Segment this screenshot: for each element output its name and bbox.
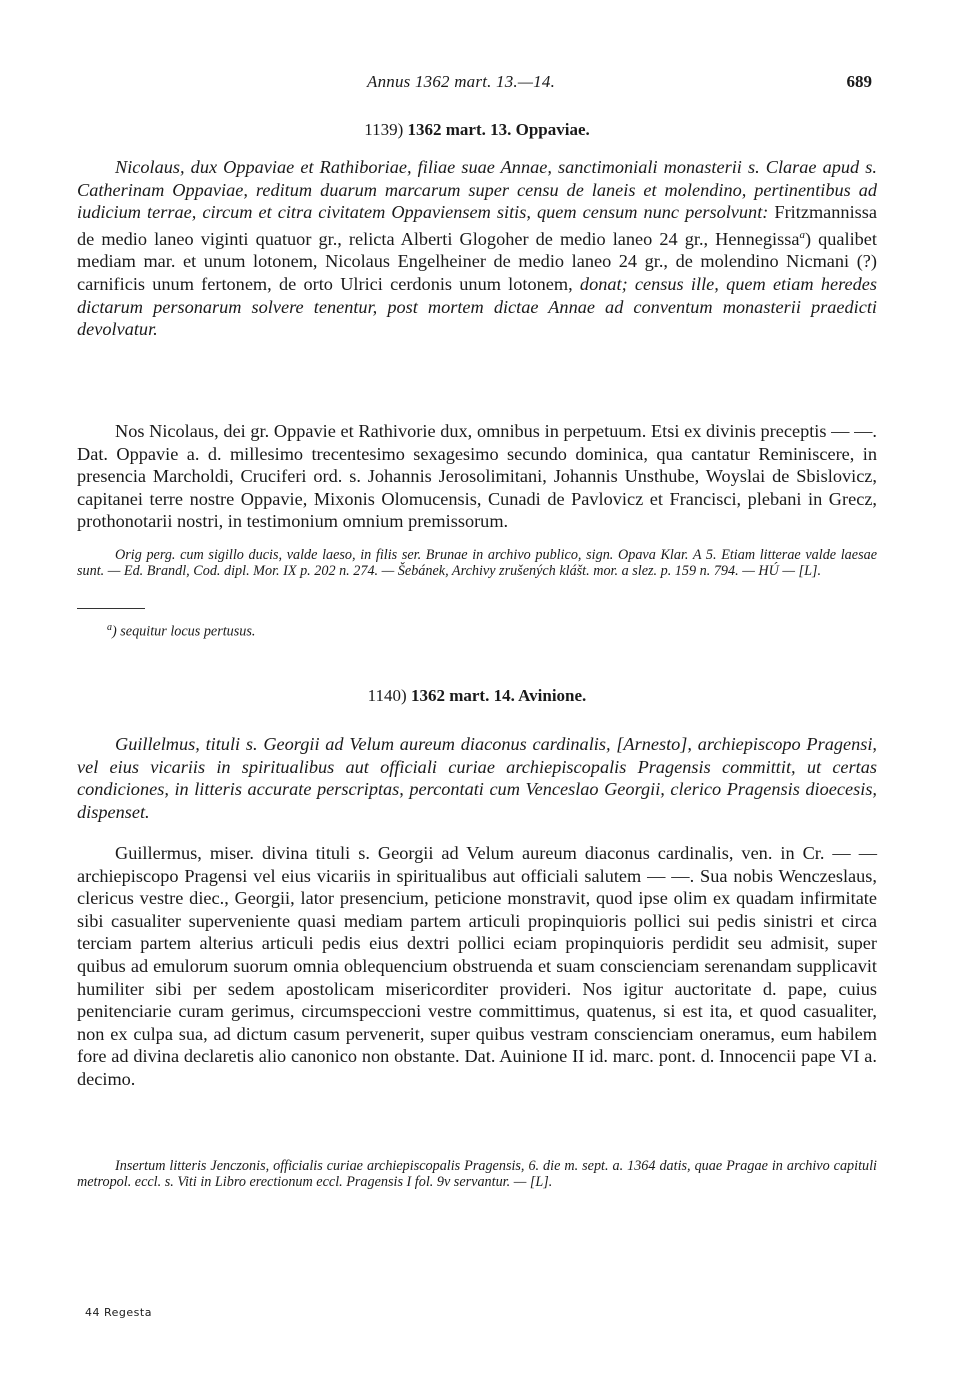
entry-1140-regest: Guillelmus, tituli s. Georgii ad Velum aureum diaconus cardinalis, [Arnesto], archiepiscopo Pragensi, vel eius vicariis in spiritualibus aut officiali curiae archiepiscopalis Pragensis committit, ut certas condiciones, in litteris accurate perscriptas, percontati cum Venceslao Georgii, clerico Pragensis dioecesis, dispenset. bbox=[77, 734, 877, 822]
regest-italic-part-2: donat; census ille, quem etiam heredes dictarum personarum solvere tenentur, post mortem dictae Annae ad conventum monasterii praedicti devolvatur. bbox=[77, 274, 877, 340]
page-number: 689 bbox=[846, 72, 872, 91]
entry-1140-text: Guillermus, miser. divina tituli s. Georgii ad Velum aureum diaconus cardinalis, ven. in Cr. — — archiepiscopo Pragensi vel eius vicariis in spiritualibus aut officiali salutem — —. Sua nobis Wenczeslaus, clericus vestre diec., Georgii, lator presencium, peticione monstravit, quod ipse olim ex quadam infirmitate sibi casualiter superveniente quasi mediam partem articuli propinquioris pollici sui pedis sinistri et circa terciam partem alterius articuli pedis eius dextri pollici eciam propinquioris perdidit seu admisit, super quibus ad emulorum suorum omnia oblequencium obstruenda et suam conscienciam serenandam supplicavit humiliter sibi per sedem apostolicam misericorditer provideri. Nos igitur auctoritate d. pape, cuius penitenciarie curam gerimus, circumspeccioni vestre committimus, quatenus, si est ita, et quod casualiter, non ex culpa sua, ad dictum casum pervenerit, super quibus vestram conscienciam oneramus, eum habilem fore ad divina declaretis alio canonico non obstante. Dat. Auinione II id. marc. pont. d. Innocencii pape VI a. decimo. bbox=[77, 843, 877, 1089]
regest-italic-part: Nicolaus, dux Oppaviae et Rathiboriae, filiae suae Annae, sanctimoniali monasterii s. Clarae apud s. Catherinam Oppaviae, reditum duarum marcarum super censu de laneis et molendino, pertinentibus ad iudicium terrae, circum et citra civitatem Oppaviensem sitis, quem censum nunc persolvunt: bbox=[77, 157, 877, 223]
entry-1140-source-note: Insertum litteris Jenczonis, officialis curiae archiepiscopalis Pragensis, 6. die m. sept. a. 1364 datis, quae Pragae in archivo capituli metropol. eccl. s. Viti in Libro erectionum eccl. Pragensis I fol. 9v servantur. — [L]. bbox=[77, 1158, 877, 1191]
regest-upright-part: Fritzmannissa de medio laneo viginti quatuor gr., relicta Alberti Glogoher de medio laneo 24 gr., Hennegissa bbox=[77, 202, 877, 249]
entry-1140-heading bbox=[77, 686, 877, 706]
running-title: Annus 1362 mart. 13.—14. bbox=[367, 72, 556, 91]
footnote-text: ) sequitur locus pertusus. bbox=[112, 623, 256, 640]
entry-1139-regest bbox=[77, 156, 877, 341]
page bbox=[77, 0, 877, 1390]
regest-upright-part-2: ) qualibet mediam mar. et unum lotonem, Nicolaus Engelheiner de medio laneo 24 gr., de molendino Nicmani (?) carnificis unum fertonem, de orto Ulrici cerdonis unum lotonem, bbox=[77, 228, 878, 295]
footnote-rule bbox=[77, 608, 145, 609]
entry-date-place: 1362 mart. 13. Oppaviae. bbox=[407, 120, 590, 139]
running-head bbox=[77, 72, 877, 98]
footnote-mark: a bbox=[107, 622, 112, 633]
entry-1139-source-note: Orig perg. cum sigillo ducis, valde laeso, in filis ser. Brunae in archivo publico, sign. Opava Klar. A 5. Etiam litterae valde laesae sunt. — Ed. Brandl, Cod. dipl. Mor. IX p. 202 n. 274. — Šebánek, Archivy zrušených klášt. mor. a slez. p. 159 n. 794. — HÚ — [L]. bbox=[77, 547, 877, 580]
footnote bbox=[107, 622, 255, 641]
printer-signature: 44 Regesta bbox=[85, 1306, 152, 1319]
entry-date-place: 1362 mart. 14. Avinione. bbox=[410, 686, 587, 705]
entry-number: 1140) bbox=[367, 686, 407, 705]
entry-number: 1139) bbox=[364, 120, 404, 139]
entry-1139-heading bbox=[77, 120, 877, 140]
entry-1139-text: Nos Nicolaus, dei gr. Oppavie et Rathivorie dux, omnibus in perpetuum. Etsi ex divinis preceptis — —. Dat. Oppavie a. d. millesimo trecentesimo sexagesimo secundo dominica, qua cantatur Reminiscere, in presencia Marcholdi, Cruciferi ord. s. Johannis Jerosolimitani, Johannis Unsthube, Woyslai de Sbislovicz, capitanei terre nostre Oppavie, Mixonis Olomucensis, Cunadi de Pavlovicz et Francisci, plebani in Grecz, prothonotarii nostri, in testimonium omnium premissorum. bbox=[77, 421, 877, 532]
footnote-marker: a bbox=[799, 228, 805, 241]
